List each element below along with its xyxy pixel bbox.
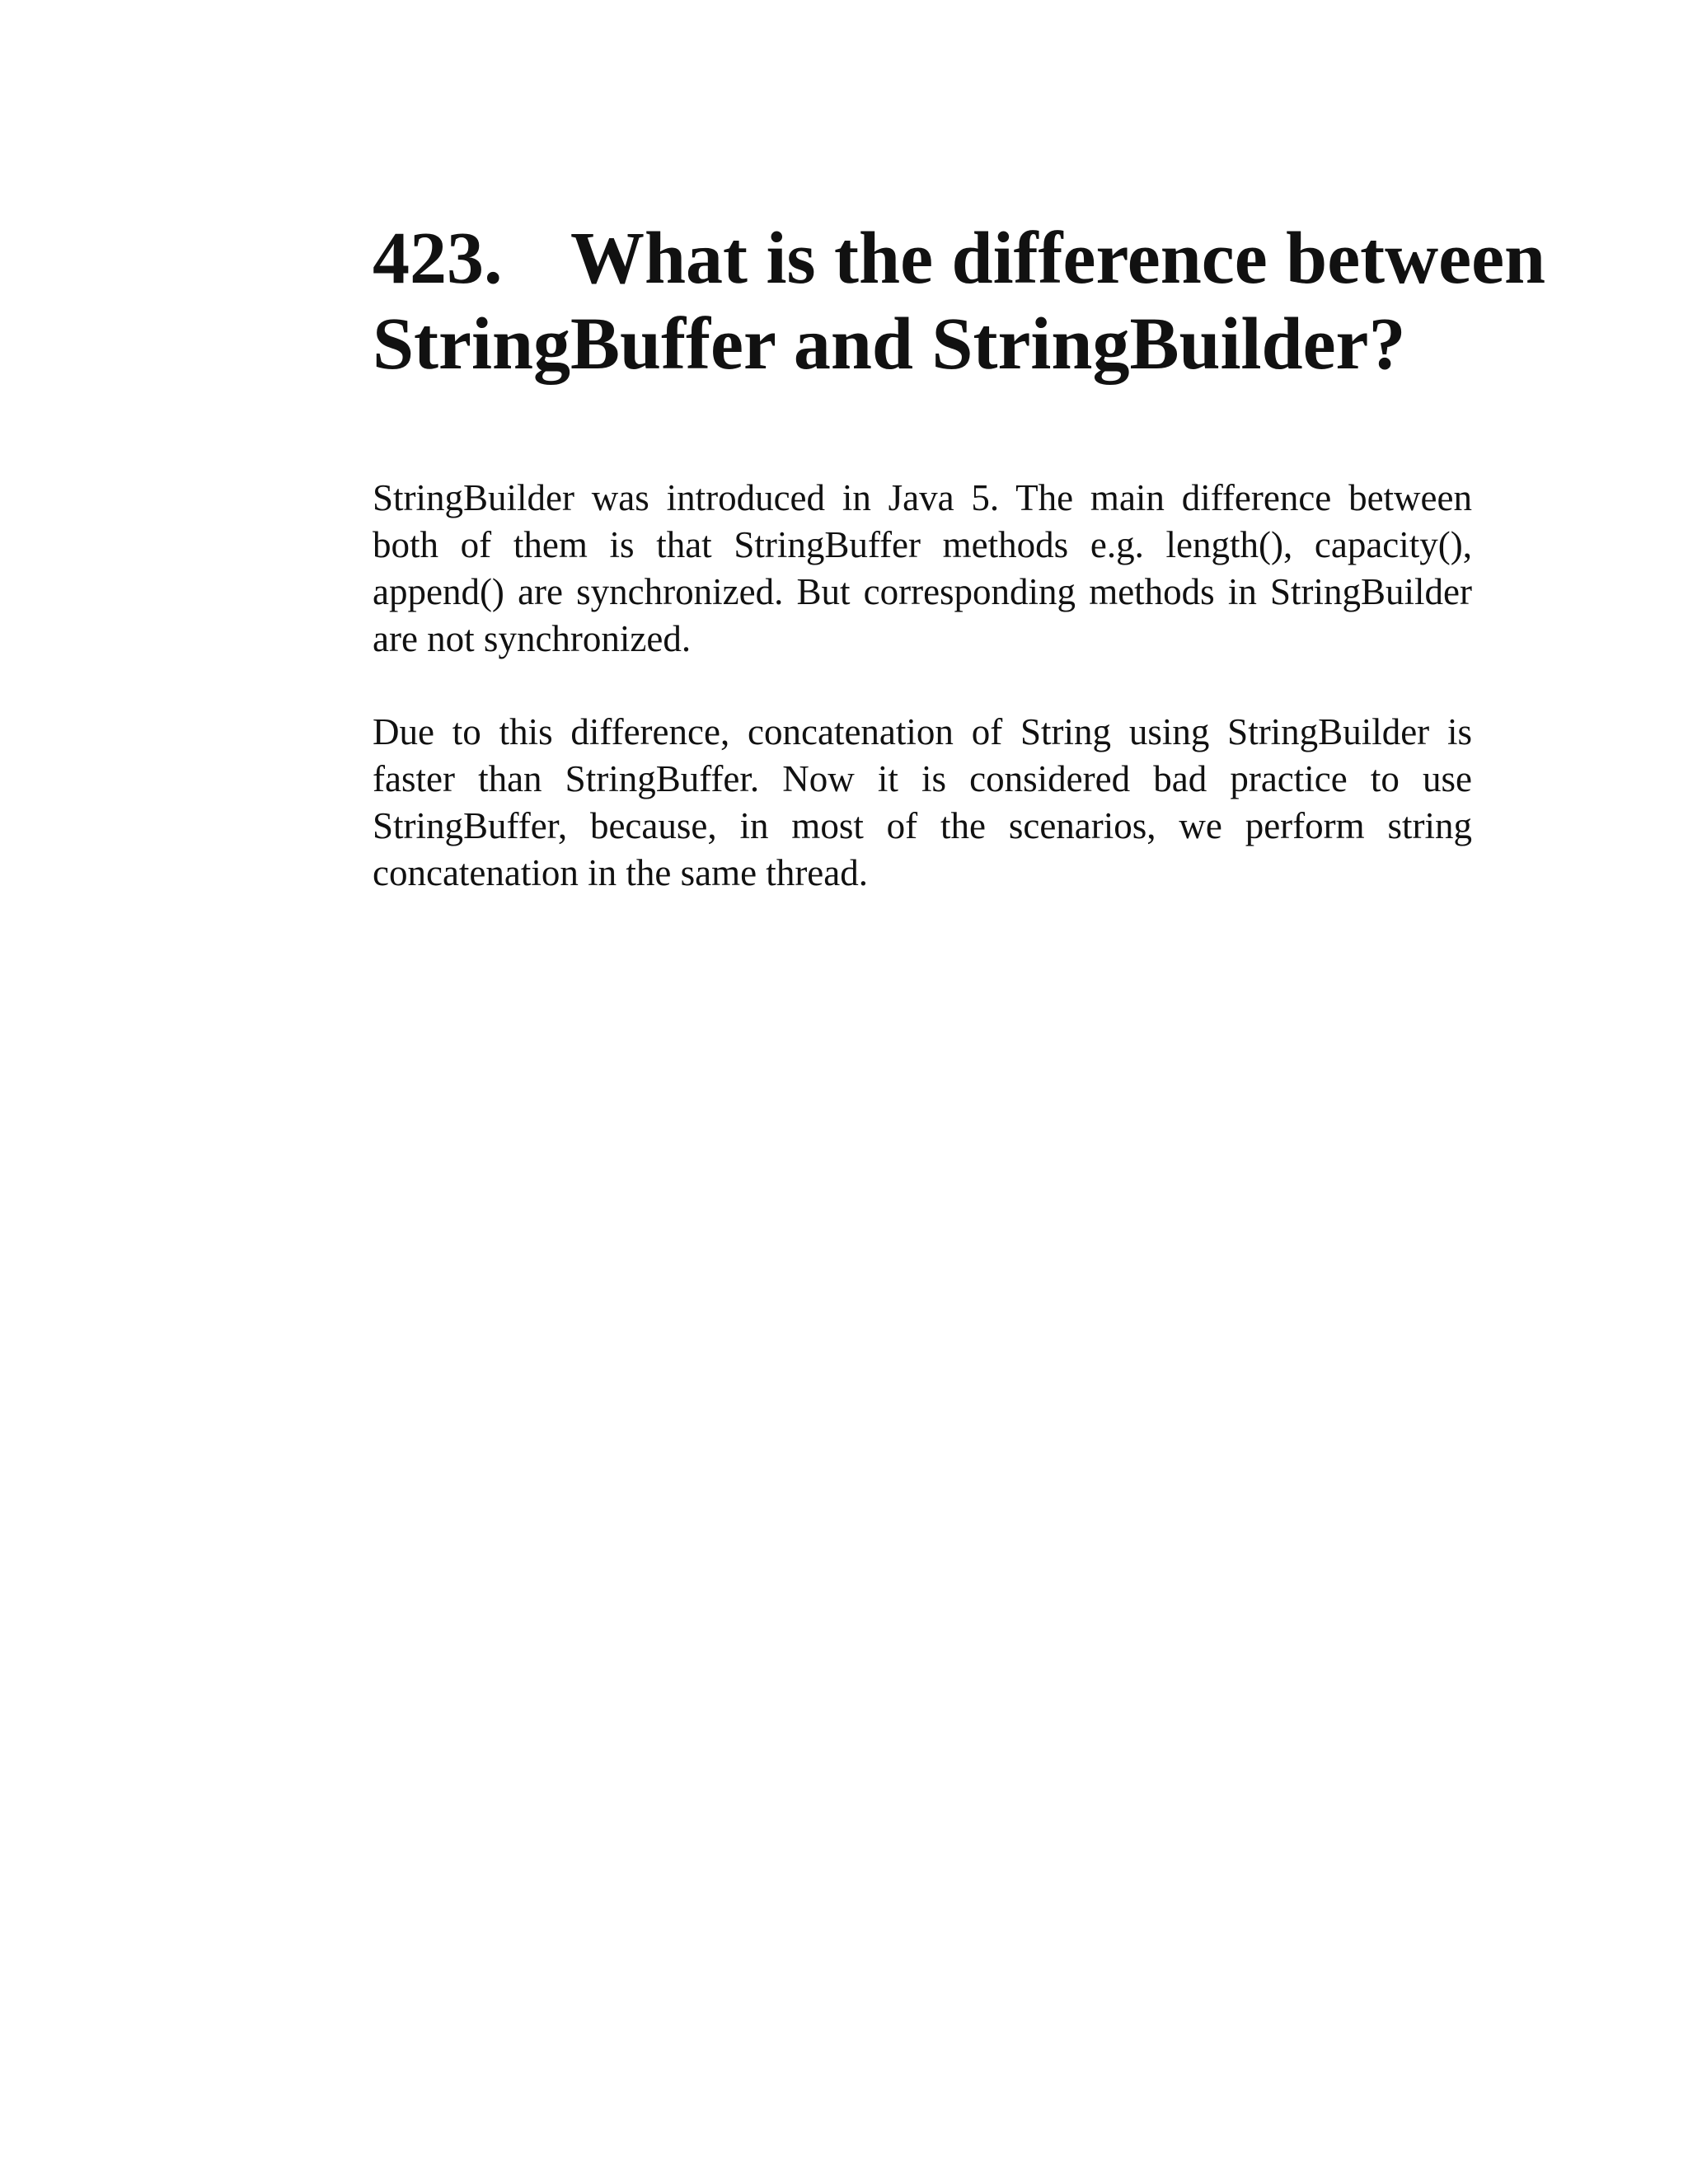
answer-paragraph-1: StringBuilder was introduced in Java 5. The main difference between both of them is that StringBuffer methods e.g. length(), capacity(), append() are synchronized. But corresponding methods in StringBuilder are not synchronized. [373, 477, 1472, 659]
heading-line-1 [373, 216, 1546, 302]
question-title-part-2: StringBuffer and StringBuilder? [373, 303, 1406, 385]
question-section [373, 216, 1546, 897]
question-number: 423. [373, 218, 503, 299]
question-title-part-1: What is the difference between [570, 218, 1546, 299]
answer-paragraph-2: Due to this difference, concatenation of String using StringBuilder is faster than StringBuffer. Now it is considered bad practice to use StringBuffer, because, in most of the scenarios, we perform string concatenation in the same thread. [373, 711, 1472, 893]
question-heading [373, 216, 1546, 387]
